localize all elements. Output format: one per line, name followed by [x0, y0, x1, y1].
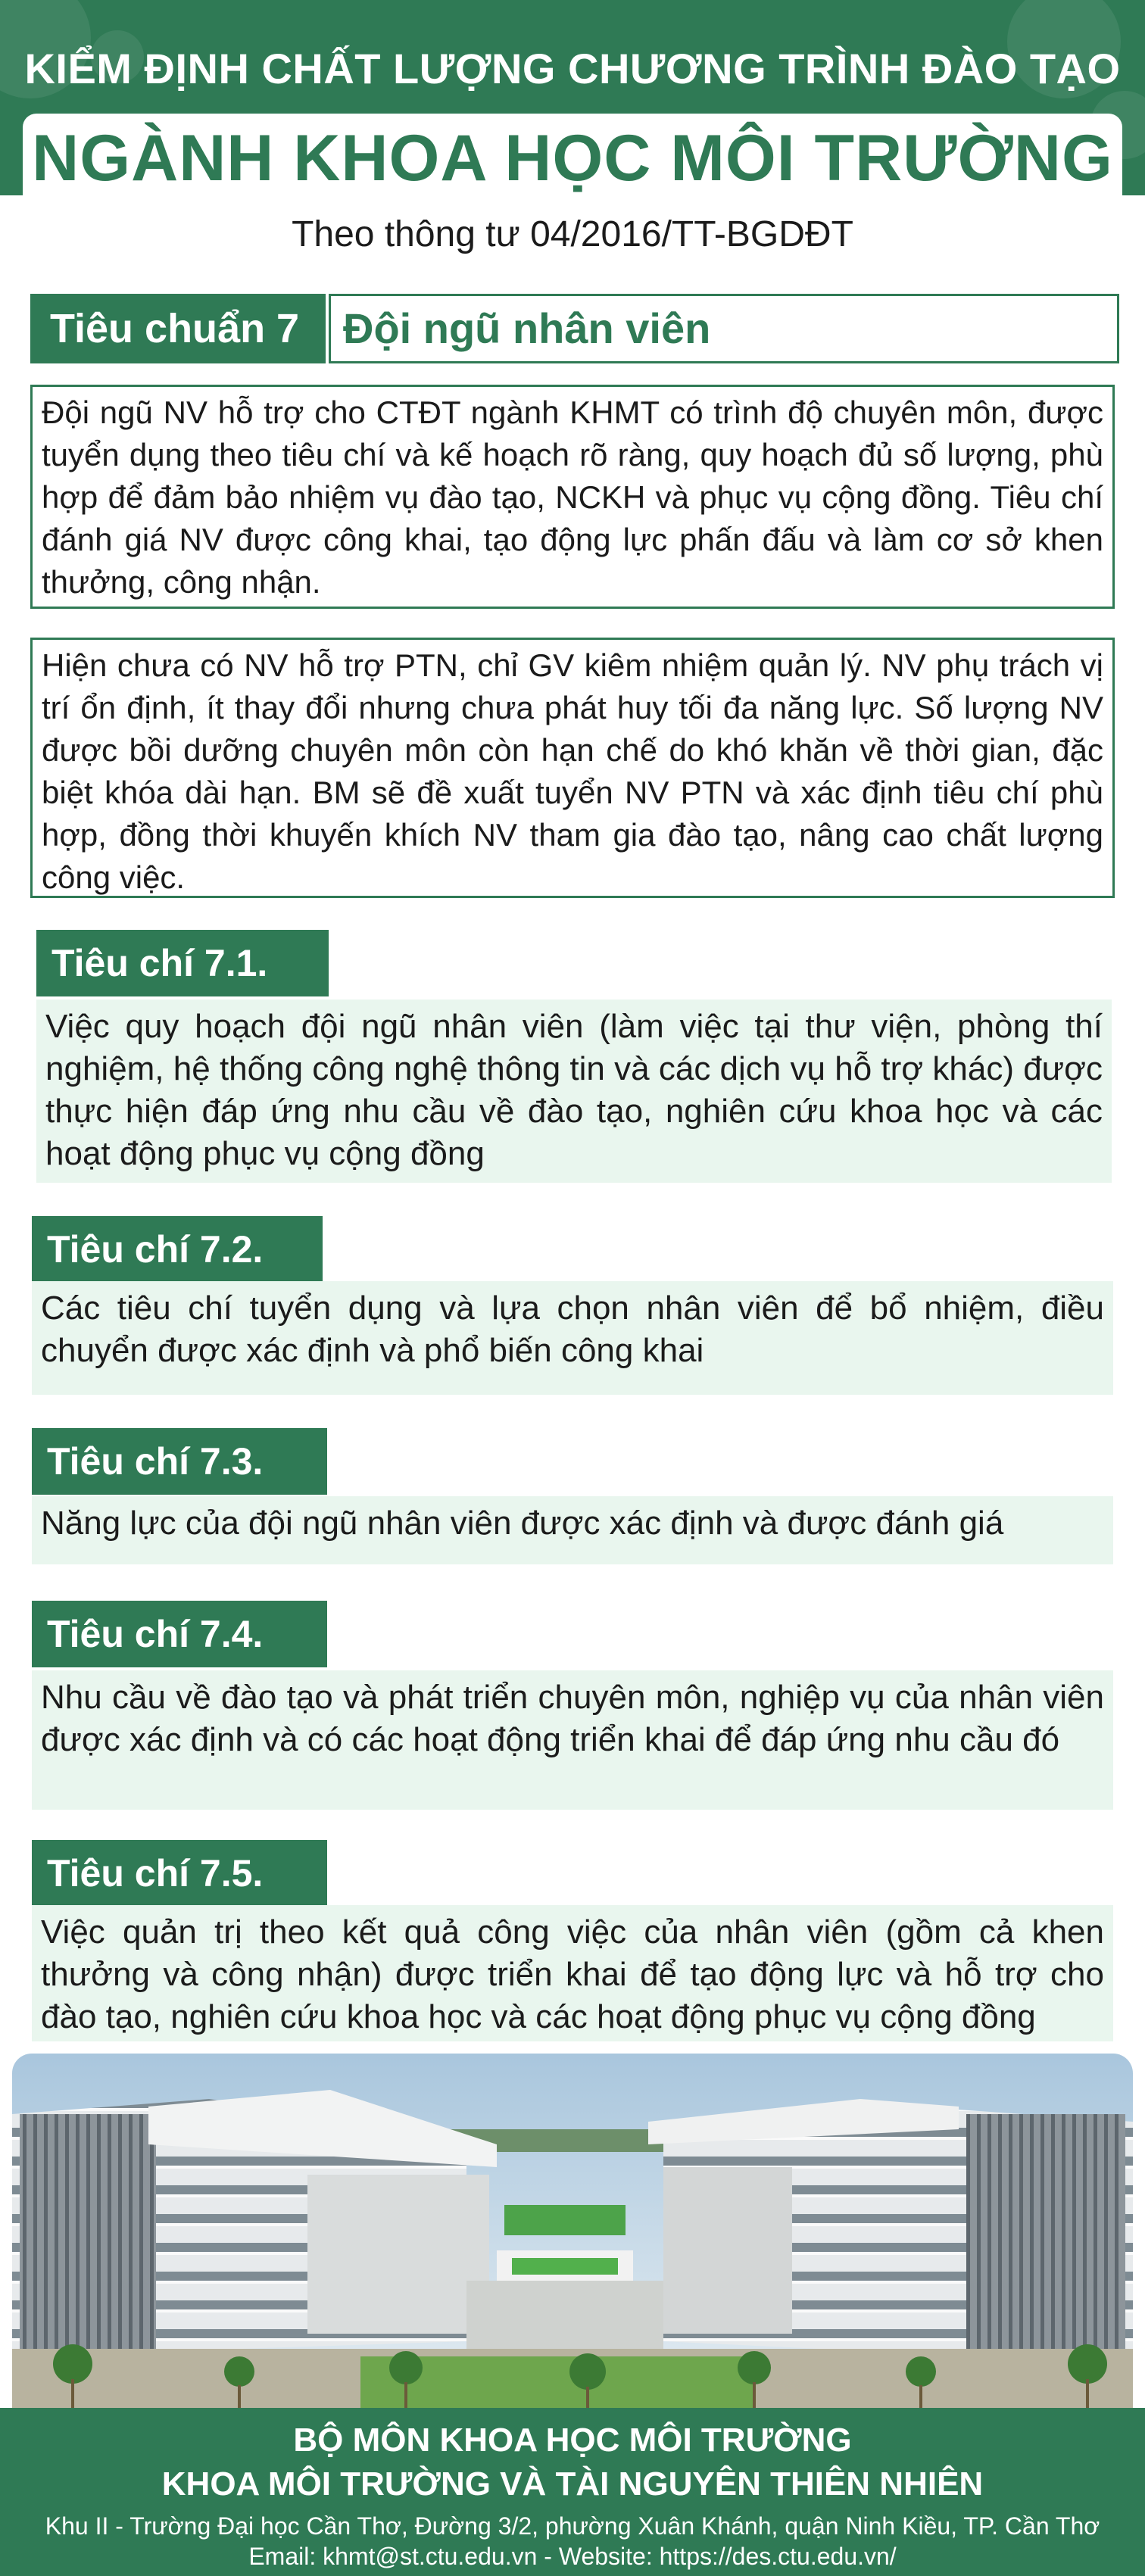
campus-illustration — [12, 2054, 1133, 2409]
footer-faculty: KHOA MÔI TRƯỜNG VÀ TÀI NGUYÊN THIÊN NHIÊN — [161, 2465, 984, 2503]
campus-photo — [12, 2054, 1133, 2409]
criterion-label: Tiêu chí 7.5. — [32, 1840, 327, 1907]
criterion-label: Tiêu chí 7.2. — [32, 1216, 323, 1283]
criterion-label: Tiêu chí 7.3. — [32, 1428, 327, 1495]
footer-department: BỘ MÔN KHOA HỌC MÔI TRƯỜNG — [293, 2422, 852, 2459]
pretitle: KIỂM ĐỊNH CHẤT LƯỢNG CHƯƠNG TRÌNH ĐÀO TẠO — [24, 45, 1121, 92]
criterion-text: Nhu cầu về đào tạo và phát triển chuyên môn, nghiệp vụ của nhân viên được xác định và có các hoạt động triển khai để đáp ứng nhu cầu đó — [32, 1670, 1113, 1810]
criterion-text: Năng lực của đội ngũ nhân viên được xác định và được đánh giá — [32, 1496, 1113, 1564]
page-subtitle: Theo thông tư 04/2016/TT-BGDĐT — [292, 214, 853, 254]
criterion-text: Việc quy hoạch đội ngũ nhân viên (làm việc tại thư viện, phòng thí nghiệm, hệ thống công nghệ thông tin và các dịch vụ hỗ trợ khác) được thực hiện đáp ứng nhu cầu về đào tạo, nghiên cứu khoa học và các hoạt động phục vụ cộng đồng — [36, 1000, 1112, 1183]
requirement-box: Đội ngũ NV hỗ trợ cho CTĐT ngành KHMT có trình độ chuyên môn, được tuyển dụng theo tiêu chí và kế hoạch rõ ràng, quy hoạch đủ số lượng, phù hợp để đảm bảo nhiệm vụ đào tạo, NCKH và phục vụ cộng đồng. Tiêu chí đánh giá NV được công khai, tạo động lực phấn đấu và làm cơ sở khen thưởng, công nhận. — [30, 385, 1115, 609]
page-title: NGÀNH KHOA HỌC MÔI TRƯỜNG — [32, 122, 1113, 195]
standard-label: Tiêu chuẩn 7 — [30, 294, 326, 363]
criterion-label: Tiêu chí 7.4. — [32, 1601, 327, 1667]
criterion-label: Tiêu chí 7.1. — [36, 930, 329, 996]
assessment-box: Hiện chưa có NV hỗ trợ PTN, chỉ GV kiêm nhiệm quản lý. NV phụ trách vị trí ổn định, ít thay đổi nhưng chưa phát huy tối đa năng lực. Số lượng NV được bồi dưỡng chuyên môn còn hạn chế do khó khăn về thời gian, đặc biệt khóa dài hạn. BM sẽ đề xuất tuyển NV PTN và xác định tiêu chí phù hợp, đồng thời khuyến khích NV tham gia đào tạo, nâng cao chất lượng công việc. — [30, 638, 1115, 898]
standard-name: Đội ngũ nhân viên — [329, 294, 1119, 363]
criterion-text: Các tiêu chí tuyển dụng và lựa chọn nhân viên để bổ nhiệm, điều chuyển được xác định và phổ biến công khai — [32, 1281, 1113, 1395]
criterion-text: Việc quản trị theo kết quả công việc của nhân viên (gồm cả khen thưởng và công nhận) được triển khai để tạo động lực và hỗ trợ cho đào tạo, nghiên cứu khoa học và các hoạt động phục vụ cộng đồng — [32, 1905, 1113, 2041]
footer — [0, 2408, 1145, 2576]
footer-contact: Email: khmt@st.ctu.edu.vn - Website: https://des.ctu.edu.vn/ — [248, 2543, 897, 2570]
footer-address: Khu II - Trường Đại học Cần Thơ, Đường 3/2, phường Xuân Khánh, quận Ninh Kiều, TP. Cần Thơ — [45, 2512, 1100, 2540]
